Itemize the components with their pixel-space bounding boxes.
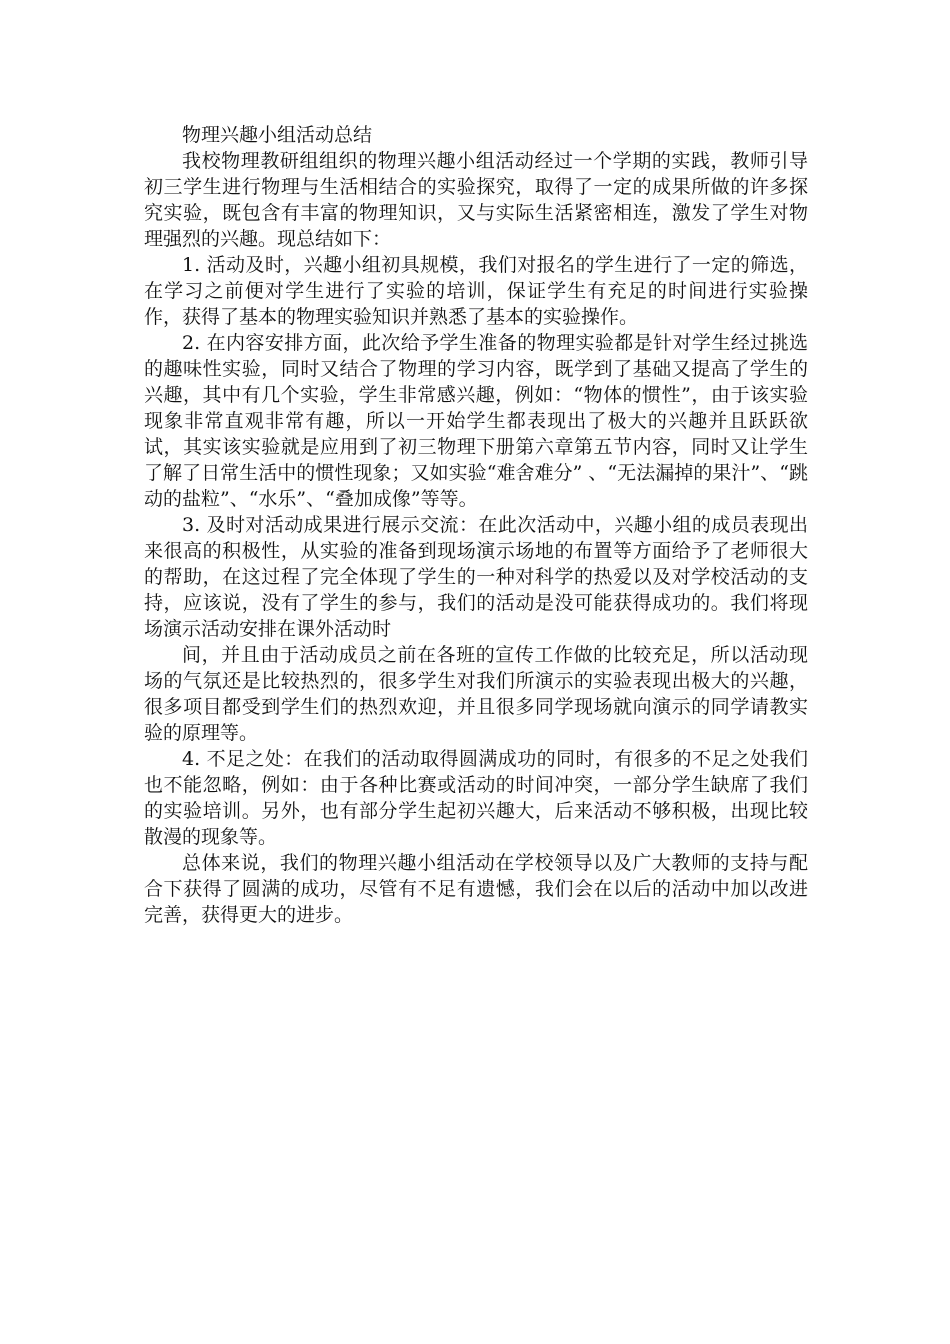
point-4-paragraph: 4. 不足之处：在我们的活动取得圆满成功的同时，有很多的不足之处我们也不能忽略，例如：由于各种比赛或活动的时间冲突，一部分学生缺席了我们的实验培训。另外，也有部分学生起初兴趣大，后来活动不够积极，出现比较散漫的现象等。 [144, 748, 808, 848]
conclusion-paragraph: 总体来说，我们的物理兴趣小组活动在学校领导以及广大教师的支持与配合下获得了圆满的成功，尽管有不足有遗憾，我们会在以后的活动中加以改进完善，获得更大的进步。 [144, 852, 808, 926]
document-title: 物理兴趣小组活动总结 [182, 124, 373, 146]
document-body [144, 122, 808, 928]
point-3-paragraph: 3. 及时对活动成果进行展示交流：在此次活动中，兴趣小组的成员表现出来很高的积极性，从实验的准备到现场演示场地的布置等方面给予了老师很大的帮助，在这过程了完全体现了学生的一种对科学的热爱以及对学校活动的支持，应该说，没有了学生的参与，我们的活动是没可能获得成功的。我们将现场演示活动安排在课外活动时 [144, 514, 808, 640]
point-1-paragraph: 1. 活动及时，兴趣小组初具规模，我们对报名的学生进行了一定的筛选，在学习之前便对学生进行了实验的培训，保证学生有充足的时间进行实验操作，获得了基本的物理实验知识并熟悉了基本的实验操作。 [144, 254, 808, 328]
point-3-continued-paragraph: 间，并且由于活动成员之前在各班的宣传工作做的比较充足，所以活动现场的气氛还是比较热烈的，很多学生对我们所演示的实验表现出极大的兴趣，很多项目都受到学生们的热烈欢迎，并且很多同学现场就向演示的同学请教实验的原理等。 [144, 644, 808, 744]
point-2-paragraph: 2. 在内容安排方面，此次给予学生准备的物理实验都是针对学生经过挑选的趣味性实验，同时又结合了物理的学习内容，既学到了基础又提高了学生的兴趣，其中有几个实验，学生非常感兴趣，例如：“物体的惯性”，由于该实验现象非常直观非常有趣，所以一开始学生都表现出了极大的兴趣并且跃跃欲试，其实该实验就是应用到了初三物理下册第六章第五节内容，同时又让学生了解了日常生活中的惯性现象；又如实验“难舍难分” 、“无法漏掉的果汁”、“跳动的盐粒”、“水乐”、“叠加成像”等等。 [144, 332, 808, 510]
intro-paragraph: 我校物理教研组组织的物理兴趣小组活动经过一个学期的实践，教师引导初三学生进行物理与生活相结合的实验探究，取得了一定的成果所做的许多探究实验，既包含有丰富的物理知识，又与实际生活紧密相连，激发了学生对物理强烈的兴趣。现总结如下： [144, 150, 808, 250]
